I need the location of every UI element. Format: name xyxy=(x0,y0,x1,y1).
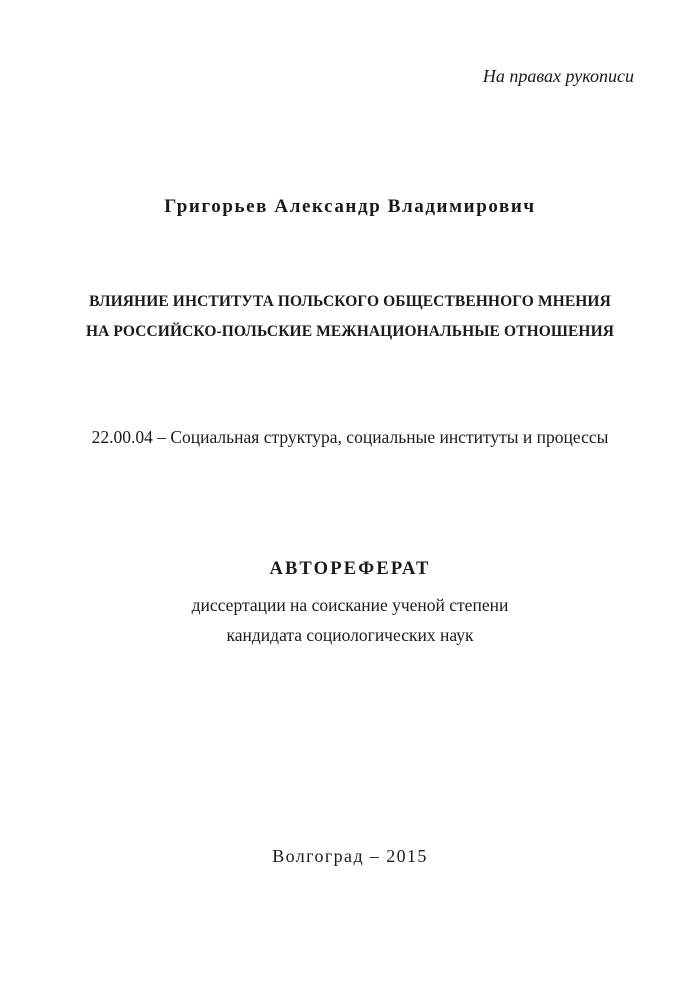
abstract-heading: АВТОРЕФЕРАТ xyxy=(269,559,431,579)
abstract-line-1: диссертации на соискание ученой степени xyxy=(191,595,509,615)
dissertation-title xyxy=(0,287,700,347)
author-name: Григорьев Александр Владимирович xyxy=(164,196,536,217)
title-line-1: ВЛИЯНИЕ ИНСТИТУТА ПОЛЬСКОГО ОБЩЕСТВЕННОГО МНЕНИЯ xyxy=(89,293,611,310)
rights-note: На правах рукописи xyxy=(482,66,634,86)
city-year: Волгоград – 2015 xyxy=(272,846,428,866)
specialty-code: 22.00.04 – Социальная структура, социальные институты и процессы xyxy=(91,427,609,447)
abstract-block xyxy=(0,556,700,650)
abstract-line-2: кандидата социологических наук xyxy=(226,625,474,645)
title-line-2: НА РОССИЙСКО-ПОЛЬСКИЕ МЕЖНАЦИОНАЛЬНЫЕ ОТНОШЕНИЯ xyxy=(85,323,615,340)
